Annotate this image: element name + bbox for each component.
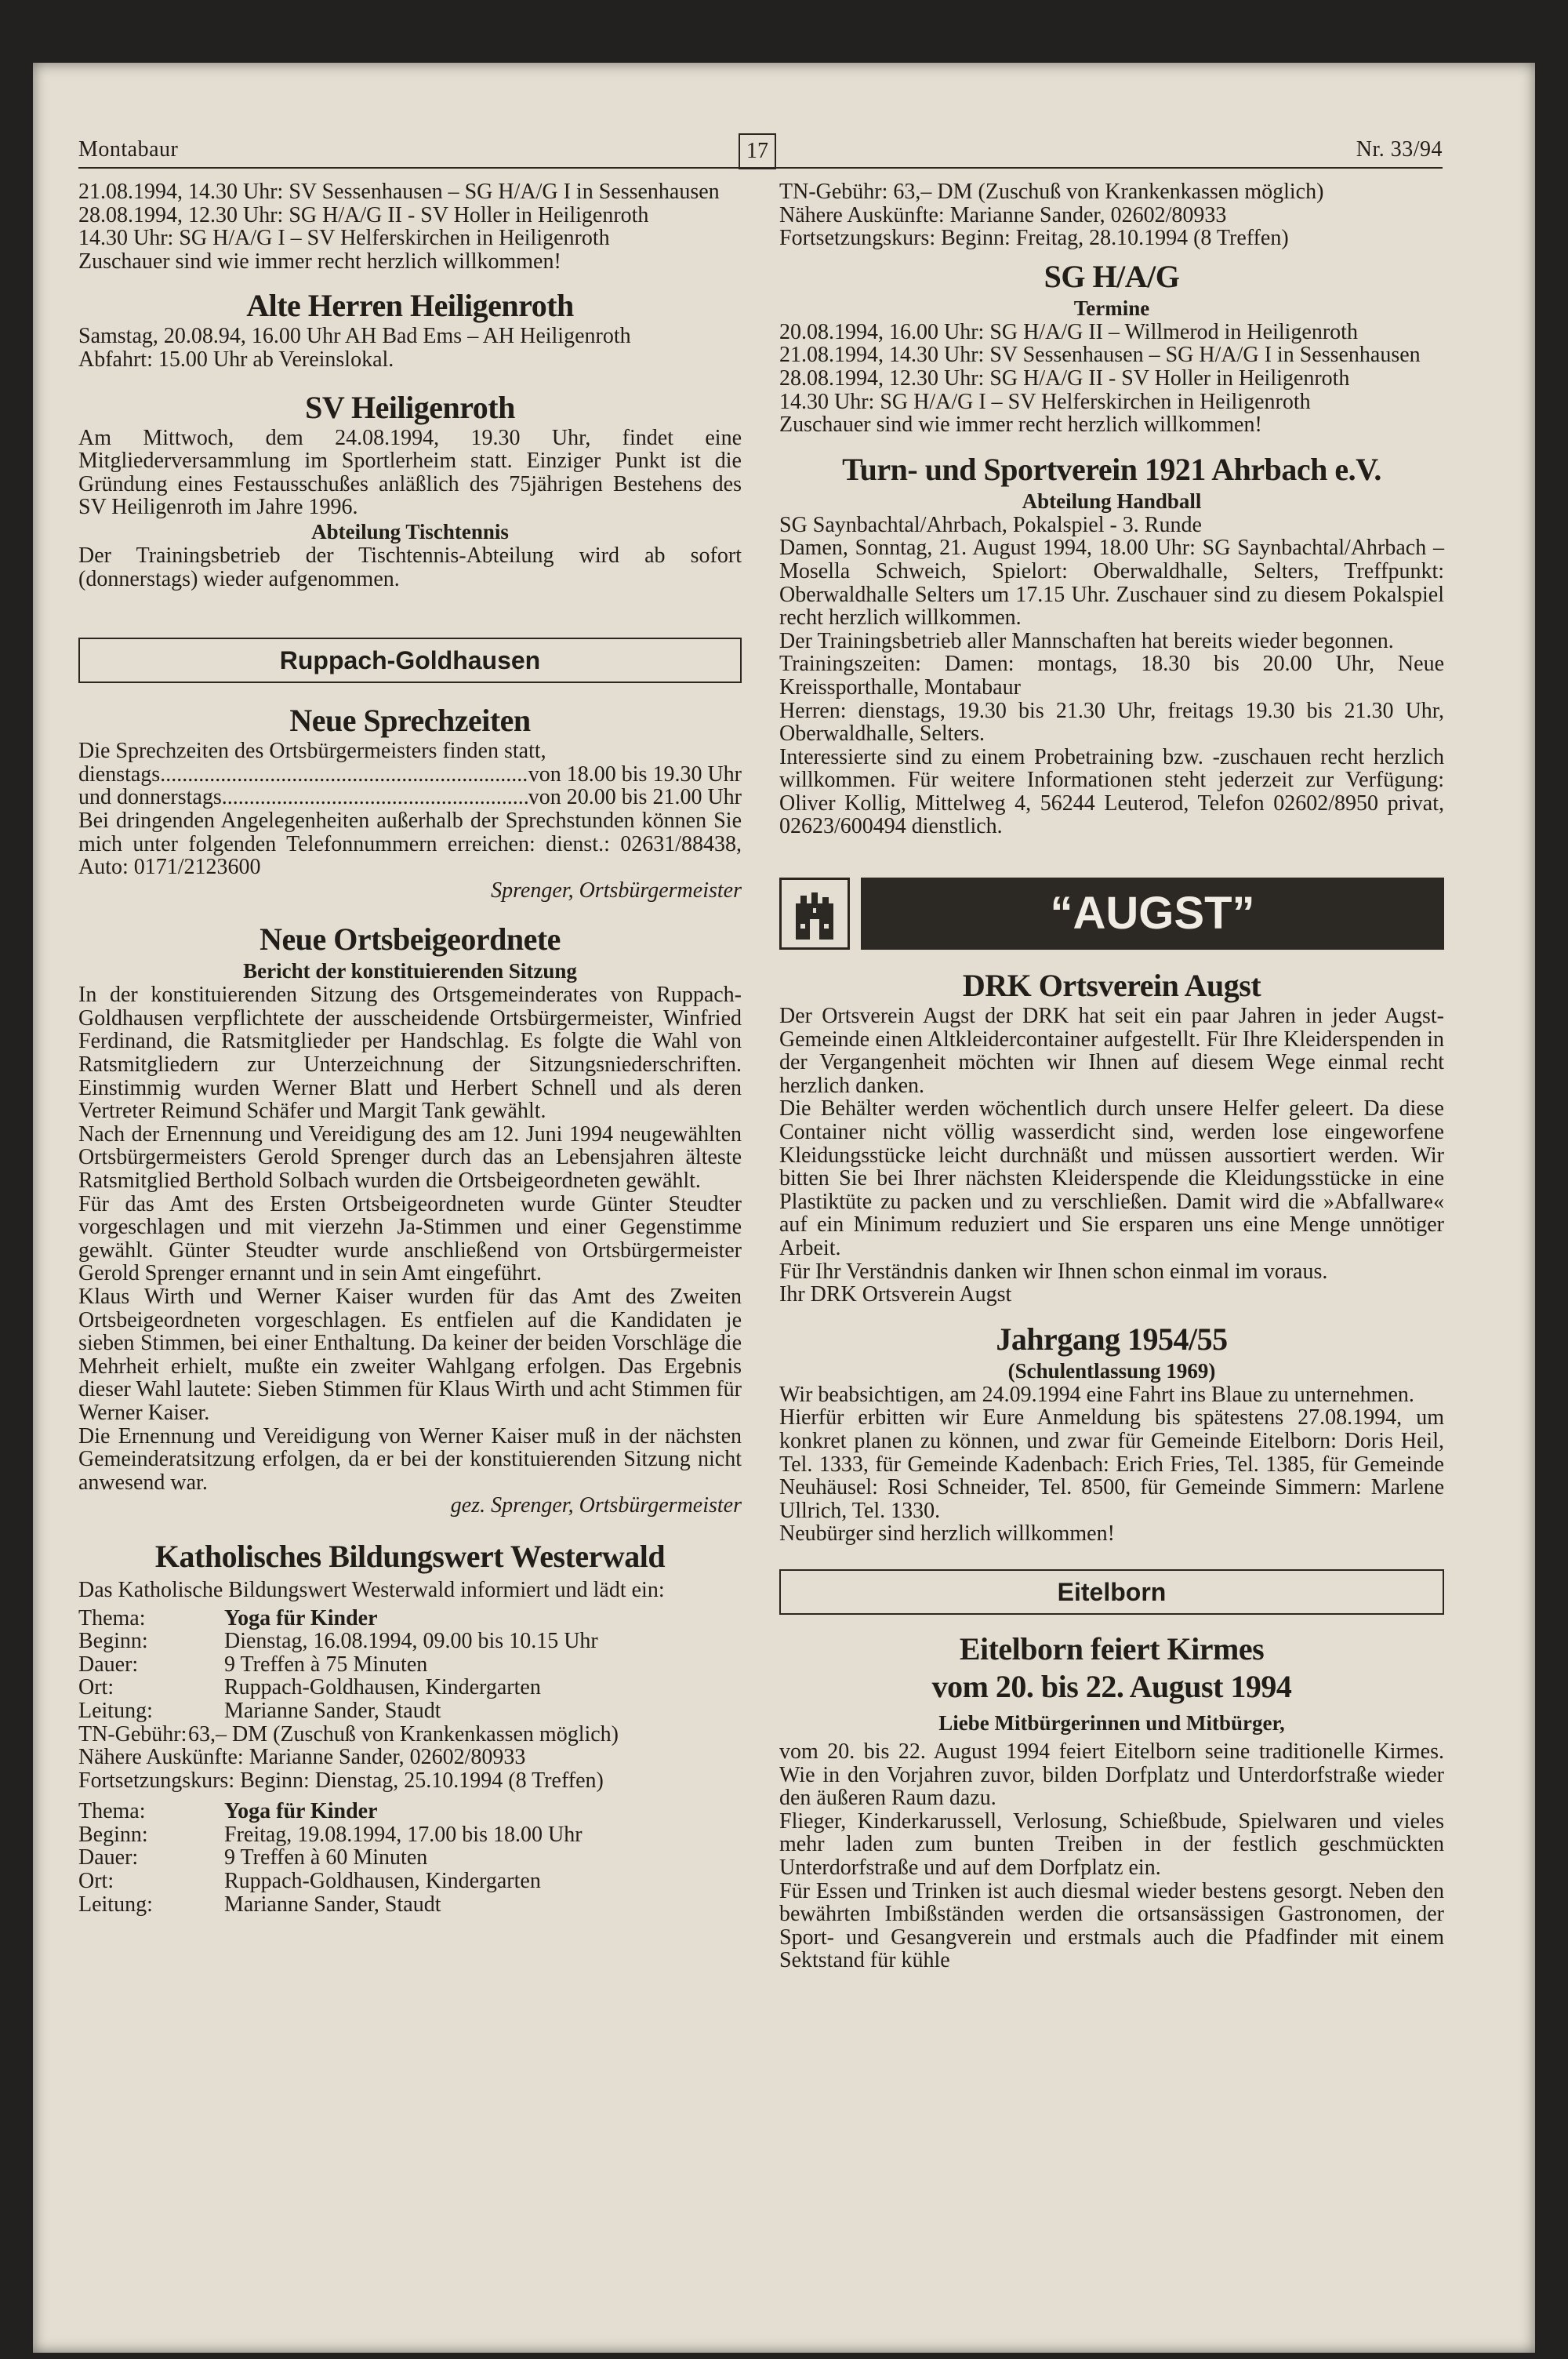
course-value: Ruppach-Goldhausen, Kindergarten [224,1869,541,1894]
sg-line: 14.30 Uhr: SG H/A/G I – SV Helferskirchen in Heiligenroth [779,389,1311,414]
course-row [78,1607,742,1630]
sprech-intro: Die Sprechzeiten des Ortsbürgermeisters finden statt, [78,739,546,764]
sprech-time: von 18.00 bis 19.30 Uhr [528,761,742,787]
sg-line: 28.08.1994, 12.30 Uhr: SG H/A/G II - SV Holler in Heiligenroth [779,365,1350,391]
sprech-row [78,786,742,809]
course-value: 9 Treffen à 60 Minuten [224,1845,428,1870]
jg-paragraph: Neubürger sind herzlich willkommen! [779,1521,1115,1547]
course-row [78,1723,742,1747]
heading-bildungswerk: Katholisches Bildungswert Westerwald [154,1538,666,1574]
sg-line: 20.08.1994, 16.00 Uhr: SG H/A/G II – Willmerod in Heiligenroth [779,319,1358,344]
tus-line: Trainingszeiten: Damen: montags, 18.30 bis 20.00 Uhr, Neue Kreissporthalle, Montabaur [779,652,1444,700]
section-box-eitelborn: Eitelborn [779,1569,1444,1615]
drk-signature: Ihr DRK Ortsverein Augst [779,1282,1012,1307]
schedule-line: 28.08.1994, 12.30 Uhr: SG H/A/G II - SV Holler in Heiligenroth [78,202,649,227]
schedule-line: 14.30 Uhr: SG H/A/G I – SV Helferskirchen in Heiligenroth [78,226,610,251]
heading-sv-heiligenroth: SV Heiligenroth [305,389,515,425]
heading-alte-herren: Alte Herren Heiligenroth [246,288,574,324]
course-row [78,1699,742,1723]
course-info: Fortsetzungskurs: Beginn: Freitag, 28.10.1994 (8 Treffen) [779,226,1289,251]
subheading-handball: Abteilung Handball [1022,489,1202,513]
course-info: Fortsetzungskurs: Beginn: Dienstag, 25.10.1994 (8 Treffen) [78,1768,604,1793]
course-key: Beginn: [78,1629,148,1654]
course-key: Ort: [78,1869,114,1894]
ah-line: Abfahrt: 15.00 Uhr ab Vereinslokal. [78,347,394,372]
leader-dots [222,786,528,809]
jg-paragraph: Hierfür erbitten wir Eure Anmeldung bis spätestens 27.08.1994, um konkret planen zu können, und zwar für Gemeinde Eitelborn: Doris Heil, Tel. 1333, für Gemeinde Kadenbach: Erich Fries, Tel. 1385, für Gemeinde Neuhäusel: Rosi Schneider, Tel. 8500, für Gemeinde Simmern: Marlene Ullrich, Tel. 1330. [779,1405,1444,1523]
heading-jahrgang: Jahrgang 1954/55 [996,1321,1228,1357]
course-value: Ruppach-Goldhausen, Kindergarten [224,1675,541,1700]
kbw-intro: Das Katholische Bildungswert Westerwald informiert und lädt ein: [78,1577,665,1602]
course-1 [78,1607,742,1793]
course-value: Yoga für Kinder [224,1799,378,1824]
course-key: Leitung: [78,1892,153,1917]
course-row [78,1630,742,1653]
sg-schedule-continued [78,180,742,273]
subheading-salutation: Liebe Mitbürgerinnen und Mitbürger, [938,1710,1285,1735]
course-info: Nähere Auskünfte: Marianne Sander, 02602/80933 [78,1745,526,1770]
heading-kirmes-dates: vom 20. bis 22. August 1994 [931,1668,1292,1704]
tus-line: SG Saynbachtal/Ahrbach, Pokalspiel - 3. Runde [779,512,1202,537]
schedule-line: 21.08.1994, 14.30 Uhr: SV Sessenhausen – SG H/A/G I in Sessenhausen [78,180,720,204]
castle-icon [779,878,850,950]
subheading-termine: Termine [1073,296,1150,320]
kirmes-paragraph: Für Essen und Trinken ist auch diesmal wieder bestens gesorgt. Neben den bewährten Imbißständen werden die ortsansässigen Gastronomen, der Sport- und Gesangverein und erstmals auch die Pfadfinder mit einem Sektstand für kühle [779,1878,1444,1973]
course-key: Thema: [78,1605,146,1630]
right-column [779,180,1444,1972]
sprech-row [78,763,742,787]
beig-paragraph: Klaus Wirth und Werner Kaiser wurden für das Amt des Zweiten Ortsbeigeordneten vorgeschlagen. Es entfielen auf die Kandidaten je sieben Stimmen, bei einer Enthaltung. Da keiner der beiden Vorschläge die Mehrheit erhielt, mußte ein zweiter Wahlgang erfolgen. Das Ergebnis dieser Wahl lautete: Sieben Stimmen für Klaus Wirth und acht Stimmen für Werner Kaiser. [78,1285,742,1425]
course-row [78,1800,742,1823]
beig-paragraph: Für das Amt des Ersten Ortsbeigeordneten wurde Günter Steudter vorgeschlagen und mit vierzehn Ja-Stimmen und einer Gegenstimme gewählt. Günter Steudter wurde anschließend von Ortsbürgermeister Gerold Sprenger ernannt und in sein Amt eingeführt. [78,1191,742,1286]
sprech-day: und donnerstags [78,785,222,810]
sprech-signature: Sprenger, Ortsbürgermeister [491,878,742,903]
header-town: Montabaur [78,137,179,162]
course-key: Ort: [78,1675,114,1700]
heading-ortsbeigeordnete: Neue Ortsbeigeordnete [260,921,561,958]
sprech-paragraph: Bei dringenden Angelegenheiten außerhalb der Sprechstunden können Sie mich unter folgenden Telefonnummern erreichen: dienst.: 02631/88438, Auto: 0171/2123600 [78,808,742,880]
tus-line: Interessierte sind zu einem Probetraining bzw. -zuschauen recht herzlich willkommen. Für weitere Informationen steht jederzeit zur Verfügung: Oliver Kollig, Mittelweg 4, 56244 Leuterod, Telefon 02602/8950 privat, 02623/600494 dienstlich. [779,744,1444,839]
beig-paragraph: Nach der Ernennung und Vereidigung des am 12. Juni 1994 neugewählten Ortsbürgermeisters Gerold Sprenger durch das an Lebensjahren älteste Ratsmitglied Berthold Solbach wurden die Ortsbeigeordneten gewählt. [78,1121,742,1194]
beig-paragraph: Die Ernennung und Vereidigung von Werner Kaiser muß in der nächsten Gemeinderatsitzung erfolgen, da er bei der konstituierenden Sitzung nicht anwesend war. [78,1423,742,1495]
schedule-line: Zuschauer sind wie immer recht herzlich willkommen! [78,249,561,274]
course-key: Beginn: [78,1822,148,1847]
course-value: Marianne Sander, Staudt [224,1698,441,1723]
leader-dots [160,763,528,787]
course-value: Dienstag, 16.08.1994, 09.00 bis 10.15 Uhr [224,1629,598,1654]
course-row [78,1870,742,1893]
beig-paragraph: In der konstituierenden Sitzung des Ortsgemeinderates von Ruppach-Goldhausen verpflichtete der ausscheidende Ortsbürgermeister, Winfried Ferdinand, die Ratsmitglieder per Handschlag. Es folgte die Wahl von Ratsmitgliedern zur Unterzeichnung der Sitzungsniederschriften. Einstimmig wurden Werner Blatt und Herbert Schnell und als deren Vertreter Reimund Schäfer und Margit Tank gewählt. [78,983,742,1124]
drk-paragraph: Die Behälter werden wöchentlich durch unsere Helfer geleert. Da diese Container nicht völlig wasserdicht sind, werden lose eingeworfene Kleidungsstücke leicht durchnäßt und müssen aussortiert werden. Wir bitten Sie bei Ihrer nächsten Kleiderspende die Kleidungsstücke in eine Plastiktüte zu packen und zu verschließen. Damit wird die »Abfallware« auf ein Minimum reduziert und Sie ersparen uns eine Menge unnötiger Arbeit. [779,1096,1444,1260]
tus-line: Damen, Sonntag, 21. August 1994, 18.00 Uhr: SG Saynbachtal/Ahrbach – Mosella Schweich, Spielort: Oberwaldhalle, Selters, Treffpunkt: Oberwaldhalle Selters um 17.15 Uhr. Zuschauer sind zu diesem Pokalspiel recht herzlich willkommen. [779,536,1444,631]
heading-drk: DRK Ortsverein Augst [962,968,1261,1004]
header-issue: Nr. 33/94 [1356,137,1443,162]
augst-banner-title: “AUGST” [861,878,1444,950]
jg-paragraph: Wir beabsichtigen, am 24.09.1994 eine Fahrt ins Blaue zu unternehmen. [779,1382,1414,1407]
tus-line: Herren: dienstags, 19.30 bis 21.30 Uhr, freitags 19.30 bis 21.30 Uhr, Oberwaldhalle, Selters. [779,698,1444,747]
left-column [78,180,742,1916]
course-value: Yoga für Kinder [224,1605,378,1630]
heading-kirmes: Eitelborn feiert Kirmes [959,1630,1265,1667]
course-info: Nähere Auskünfte: Marianne Sander, 02602/80933 [779,202,1227,227]
heading-tus-ahrbach: Turn- und Sportverein 1921 Ahrbach e.V. [842,451,1381,487]
course-row [78,1676,742,1699]
header-rule [78,167,1443,169]
heading-tischtennis: Abteilung Tischtennis [311,519,509,543]
course-value: 9 Treffen à 75 Minuten [224,1652,428,1677]
tt-paragraph: Der Trainingsbetrieb der Tischtennis-Abteilung wird ab sofort (donnerstags) wieder aufgenommen. [78,543,742,591]
course-value: Marianne Sander, Staudt [224,1892,441,1917]
page-number: 17 [739,133,776,169]
course-key: Leitung: [78,1698,153,1723]
course-key: Thema: [78,1799,146,1824]
course-value: 63,– DM (Zuschuß von Krankenkassen möglich) [188,1721,619,1747]
sv-paragraph: Am Mittwoch, dem 24.08.1994, 19.30 Uhr, findet eine Mitgliederversammlung im Sportlerheim statt. Einziger Punkt ist die Gründung eines Festausschußes anläßlich des 75jährigen Bestehens des SV Heiligenroth im Jahre 1996. [78,425,742,520]
sg-line: Zuschauer sind wie immer recht herzlich willkommen! [779,413,1262,438]
tus-line: Der Trainingsbetrieb aller Mannschaften hat bereits wieder begonnen. [779,628,1394,653]
course-row [78,1846,742,1870]
beig-signature: gez. Sprenger, Ortsbürgermeister [450,1493,742,1518]
course-key: Dauer: [78,1652,139,1677]
course-key: Dauer: [78,1845,139,1870]
course-row [78,1653,742,1677]
sprech-day: dienstags [78,761,161,787]
course-row [78,1823,742,1847]
sg-line: 21.08.1994, 14.30 Uhr: SV Sessenhausen – SG H/A/G I in Sessenhausen [779,343,1421,368]
heading-sg-hag: SG H/A/G [1044,258,1180,294]
ah-line: Samstag, 20.08.94, 16.00 Uhr AH Bad Ems – AH Heiligenroth [78,324,631,349]
kirmes-paragraph: Flieger, Kinderkarussell, Verlosung, Schießbude, Spielwaren und vieles mehr laden zum bunten Treiben in der festlich geschmückten Unterdorfstraße und auf dem Dorfplatz ein. [779,1808,1444,1880]
course-value: Freitag, 19.08.1994, 17.00 bis 18.00 Uhr [224,1822,583,1847]
sprech-time: von 20.00 bis 21.00 Uhr [528,785,742,810]
course-key: TN-Gebühr: [78,1721,187,1747]
kirmes-paragraph: vom 20. bis 22. August 1994 feiert Eitelborn seine traditionelle Kirmes. Wie in den Vorjahren zuvor, bilden Dorfplatz und Unterdorfstraße wieder den äußeren Raum dazu. [779,1739,1444,1811]
course-row [78,1893,742,1917]
course-2 [78,1800,742,1916]
drk-paragraph: Der Ortsverein Augst der DRK hat seit ein paar Jahren in jeder Augst-Gemeinde einen Altkleidercontainer aufgestellt. Für Ihre Kleiderspenden in der Vergangenheit möchten wir Ihnen auf diesem Wege einmal recht herzlich danken. [779,1004,1444,1098]
subheading-sitzung: Bericht der konstituierenden Sitzung [243,959,577,983]
subheading-schulentlassung: (Schulentlassung 1969) [1007,1358,1216,1383]
section-box-ruppach: Ruppach-Goldhausen [78,638,742,683]
drk-paragraph: Für Ihr Verständnis danken wir Ihnen schon einmal im voraus. [779,1259,1328,1284]
course-info: TN-Gebühr: 63,– DM (Zuschuß von Krankenkassen möglich) [779,180,1324,204]
section-banner-augst [779,878,1444,950]
heading-sprechzeiten: Neue Sprechzeiten [289,703,531,739]
